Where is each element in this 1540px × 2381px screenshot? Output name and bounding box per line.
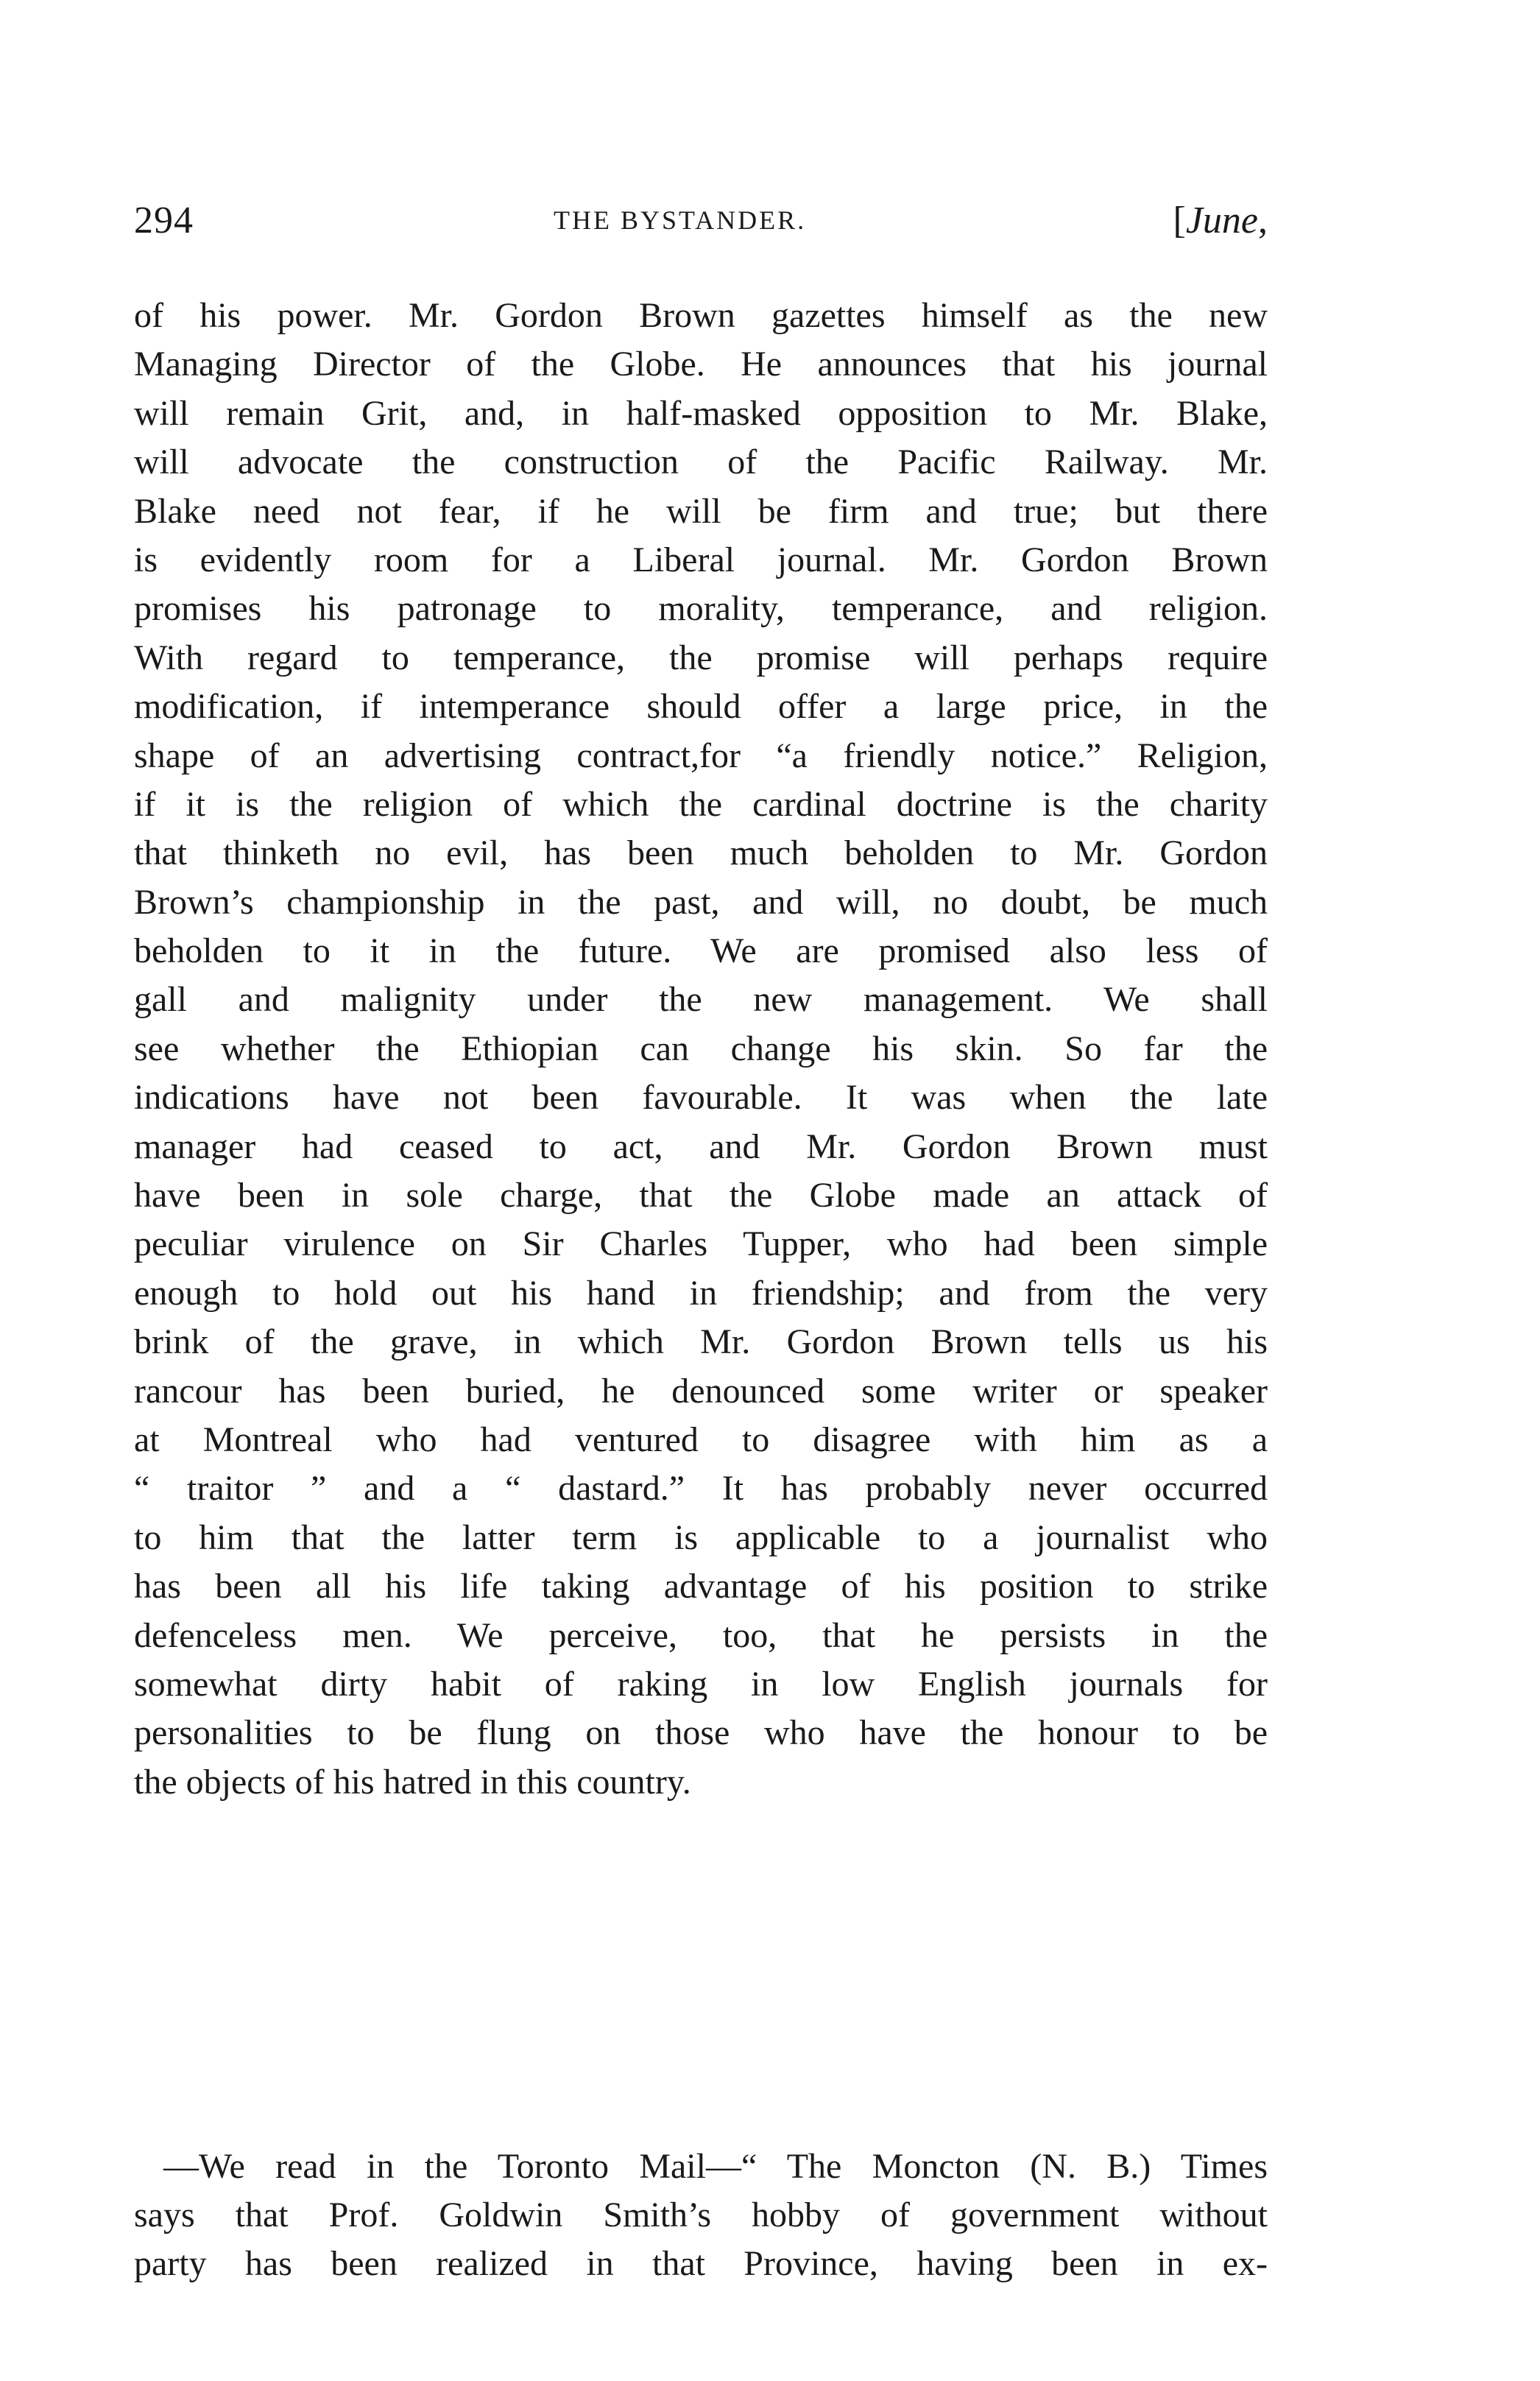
text-line: peculiar virulence on Sir Charles Tupper, who had been simple bbox=[134, 1224, 1268, 1264]
text-line: says that Prof. Goldwin Smith’s hobby of government without bbox=[134, 2195, 1268, 2234]
text-line: defenceless men. We perceive, too, that he persists in the bbox=[134, 1615, 1268, 1655]
text-line: at Montreal who had ventured to disagree with him as a bbox=[134, 1419, 1268, 1459]
text-line: if it is the religion of which the cardinal doctrine is the charity bbox=[134, 784, 1268, 824]
text-line: modification, if intemperance should offer a large price, in the bbox=[134, 687, 1268, 727]
text-line: the objects of his hatred in this country. bbox=[134, 1762, 691, 1802]
text-line: that thinketh no evil, has been much beholden to Mr. Gordon bbox=[134, 833, 1268, 873]
text-line: has been all his life taking advantage of his position to strike bbox=[134, 1567, 1268, 1606]
text-line: —We read in the Toronto Mail—“ The Moncton (N. B.) Times bbox=[163, 2147, 1268, 2186]
issue-month bbox=[1173, 199, 1268, 242]
text-line: will remain Grit, and, in half-masked opposition to Mr. Blake, bbox=[134, 393, 1268, 433]
text-line: will advocate the construction of the Pacific Railway. Mr. bbox=[134, 442, 1268, 482]
issue-month-bracket: [ bbox=[1173, 200, 1186, 241]
running-head bbox=[134, 199, 1268, 250]
text-line: gall and malignity under the new management. We shall bbox=[134, 980, 1268, 1020]
text-line: shape of an advertising contract,for “a friendly notice.” Religion, bbox=[134, 736, 1268, 775]
paragraph-main bbox=[134, 292, 1268, 1807]
issue-month-name: June bbox=[1185, 200, 1258, 241]
text-line: of his power. Mr. Gordon Brown gazettes himself as the new bbox=[134, 296, 1268, 335]
text-line: rancour has been buried, he denounced some writer or speaker bbox=[134, 1371, 1268, 1411]
text-line: indications have not been favourable. It was when the late bbox=[134, 1078, 1268, 1118]
text-line: see whether the Ethiopian can change his skin. So far the bbox=[134, 1029, 1268, 1068]
text-line: somewhat dirty habit of raking in low English journals for bbox=[134, 1664, 1268, 1704]
text-line: is evidently room for a Liberal journal. Mr. Gordon Brown bbox=[134, 540, 1268, 579]
text-line: Blake need not fear, if he will be firm and true; but there bbox=[134, 491, 1268, 531]
text-line: manager had ceased to act, and Mr. Gordon Brown must bbox=[134, 1126, 1268, 1166]
journal-title: THE BYSTANDER. bbox=[554, 205, 807, 235]
issue-month-comma: , bbox=[1258, 200, 1268, 241]
text-line: Brown’s championship in the past, and will, no doubt, be much bbox=[134, 882, 1268, 922]
text-line: beholden to it in the future. We are promised also less of bbox=[134, 931, 1268, 971]
text-line: Managing Director of the Globe. He announces that his journal bbox=[134, 345, 1268, 384]
page-number: 294 bbox=[134, 200, 194, 241]
text-line: personalities to be flung on those who have the honour to be bbox=[134, 1713, 1268, 1753]
text-line: have been in sole charge, that the Globe made an attack of bbox=[134, 1176, 1268, 1216]
text-line: promises his patronage to morality, temperance, and religion. bbox=[134, 589, 1268, 629]
text-line: “ traitor ” and a “ dastard.” It has probably never occurred bbox=[134, 1469, 1268, 1509]
text-line: party has been realized in that Province, having been in ex- bbox=[134, 2244, 1268, 2283]
text-line: brink of the grave, in which Mr. Gordon Brown tells us his bbox=[134, 1322, 1268, 1362]
text-line: enough to hold out his hand in friendship; and from the very bbox=[134, 1273, 1268, 1313]
text-line: With regard to temperance, the promise will perhaps require bbox=[134, 638, 1268, 677]
text-line: to him that the latter term is applicable to a journalist who bbox=[134, 1517, 1268, 1557]
paragraph-mail-quote bbox=[134, 2142, 1268, 2288]
